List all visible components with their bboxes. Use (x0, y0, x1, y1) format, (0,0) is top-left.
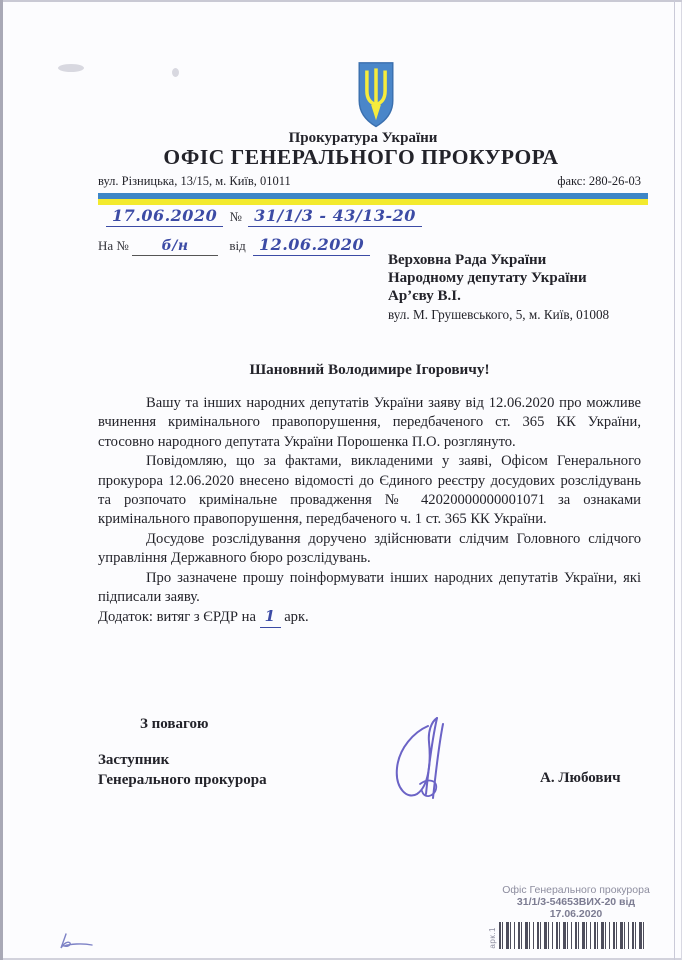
body-paragraph-3: Досудове розслідування доручено здійснювати слідчим Головного слідчого управління Державного бюро розслідувань. (98, 530, 641, 567)
pen-mark (52, 930, 100, 957)
barcode-sheet-label: арк.1 (488, 927, 497, 949)
attachment-count-handwritten: 1 (260, 607, 281, 627)
org-fax: факс: 280-26-03 (557, 174, 641, 188)
body-paragraph-1: Вашу та інших народних депутатів України заяву від 12.06.2020 про можливе вчинення кримінального правопорушення, передбаченого ст. 365 КК України, стосовно народного депутата України Порошенка П.О. розглянуто. (98, 395, 641, 450)
registration-stamp (488, 884, 664, 949)
handwritten-signature (388, 712, 460, 813)
number-symbol: № (229, 209, 242, 224)
incoming-date-handwritten: 12.06.2020 (253, 235, 370, 256)
body-paragraph-4: Про зазначене прошу поінформувати інших народних депутатів України, які підписали заяву. (98, 569, 641, 606)
signer-position (98, 750, 267, 790)
stamp-org: Офіс Генерального прокурора (502, 884, 650, 896)
outgoing-date-handwritten: 17.06.2020 (106, 206, 223, 227)
attachment-suffix: арк. (284, 609, 309, 626)
outgoing-reference-line (106, 206, 422, 227)
ukraine-trident-emblem-icon (355, 60, 397, 130)
org-name-main: ОФІС ГЕНЕРАЛЬНОГО ПРОКУРОРА (163, 145, 559, 169)
stamp-date: 17.06.2020 (549, 908, 603, 920)
recipient-name: Ар’єву В.І. (388, 287, 461, 304)
salutation: Шановний Володимире Ігоровичу! (249, 361, 490, 378)
recipient-institution: Верховна Рада України (388, 252, 547, 268)
attachment-line (98, 607, 641, 627)
outgoing-number-handwritten: 31/1/3 - 43/13-20 (248, 206, 422, 227)
org-name-small: Прокуратура України (288, 130, 438, 146)
org-address: вул. Різницька, 13/15, м. Київ, 01011 (98, 174, 291, 188)
scan-smudge (58, 64, 84, 72)
on-number-label: На № (98, 238, 129, 253)
recipient-address: вул. М. Грушевського, 5, м. Київ, 01008 (388, 307, 610, 323)
signer-name: А. Любович (540, 770, 621, 786)
attachment-prefix: Додаток: витяг з ЄРДР на (98, 609, 256, 626)
incoming-reference-line (98, 235, 370, 256)
flag-stripe (98, 193, 648, 205)
signer-position-line1: Заступник (98, 752, 170, 768)
signer-position-line2: Генерального прокурора (98, 772, 267, 788)
incoming-number-handwritten: б/н (161, 238, 189, 254)
closing-regards: З повагою (140, 716, 209, 732)
from-label: від (229, 238, 246, 253)
body-paragraph-2: Повідомляю, що за фактами, викладеними у заяві, Офісом Генерального прокурора 12.06.2020 внесено відомості до Єдиного реєстру досудових розслідувань та розпочато кримінальне провадження № 42020000000001071 за ознаками кримінального правопорушення, передбаченого ч. 1 ст. 365 КК України. (98, 453, 641, 528)
stamp-number: 31/1/3-54653ВИХ-20 від (516, 896, 636, 908)
barcode (499, 922, 647, 949)
recipient-role: Народному депутату України (388, 269, 587, 286)
scan-edge-line (674, 0, 675, 960)
letter-body (98, 394, 641, 628)
scan-smudge (172, 68, 179, 77)
recipient-block (388, 252, 609, 324)
